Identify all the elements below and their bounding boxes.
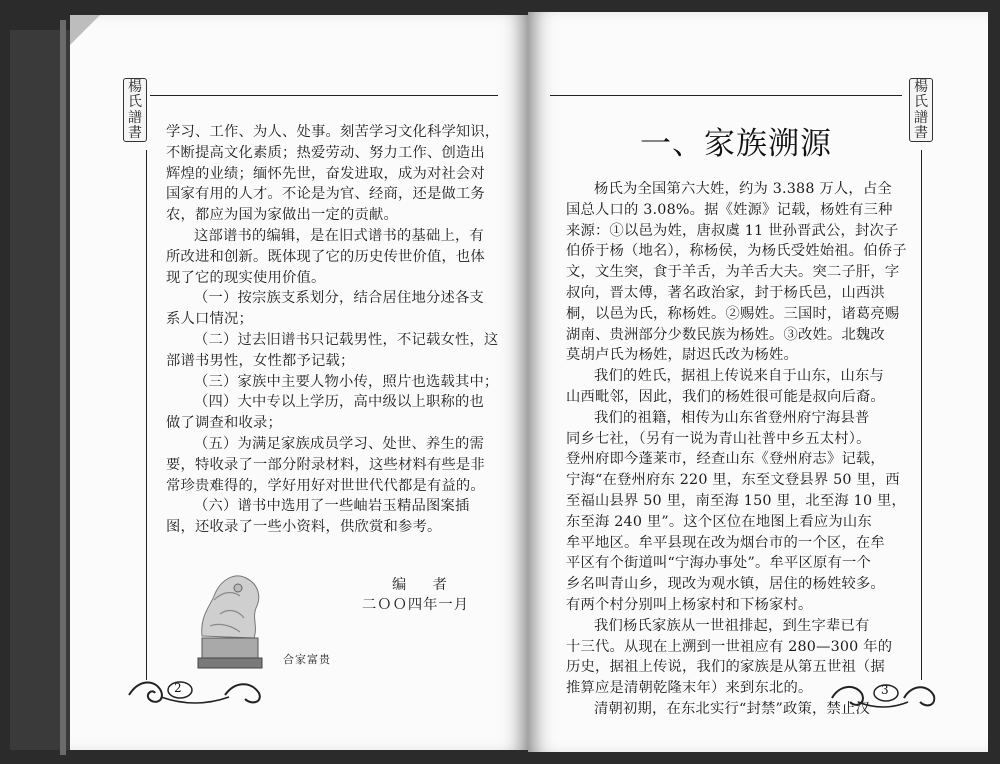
text-line: 东至海 240 里”。这个区位在地图上看应为山东 bbox=[566, 513, 872, 530]
text-line: 平区有个街道叫“宁海办事处”。牟平区原有一个 bbox=[566, 555, 871, 572]
text-line: 辉煌的业绩；缅怀先世，奋发进取，成为对社会对 bbox=[166, 165, 485, 182]
text-line: 登州府即今蓬莱市，经查山东《登州府志》记载， bbox=[566, 451, 885, 468]
text-line: 国总人口的 3.08%。据《姓源》记载，杨姓有三种 bbox=[566, 201, 893, 218]
text-line: 至福山县界 50 里，南至海 150 里，北至海 10 里， bbox=[566, 492, 906, 509]
text-line: （六）谱书中选用了一些岫岩玉精品图案插 bbox=[194, 498, 470, 515]
text-line: 湖南、贵洲部分少数民族为杨姓。③改姓。北魏改 bbox=[566, 326, 885, 343]
right-header-rule bbox=[550, 95, 902, 96]
text-line: 来源：①以邑为姓，唐叔虞 11 世孙晋武公，封次子 bbox=[566, 222, 899, 239]
text-line: 农，都应为国为家做出一定的贡献。 bbox=[166, 207, 398, 224]
text-line: 同乡七社，（另有一说为青山社普中乡五太村）。 bbox=[566, 430, 871, 447]
text-line: 山西毗邻，因此，我们的杨姓很可能是叔向后裔。 bbox=[566, 388, 885, 405]
text-line: 系人口情况； bbox=[166, 311, 253, 328]
text-line: 图，还收录了一些小资料，供欣赏和参考。 bbox=[166, 519, 442, 536]
seal-char: 譜 bbox=[914, 109, 928, 126]
image-caption: 合家富贵 bbox=[283, 653, 331, 666]
section-title: 一、家族溯源 bbox=[640, 126, 832, 162]
seal-char: 楊 bbox=[914, 78, 928, 95]
text-line: 做了调查和收录； bbox=[166, 415, 282, 432]
text-line: 清朝初期，在东北实行“封禁”政策，禁止汉 bbox=[594, 700, 870, 717]
left-page-body bbox=[166, 122, 501, 538]
text-line: （五）为满足家族成员学习、处世、养生的需 bbox=[194, 435, 484, 452]
text-line: 历史，据祖上传说，我们的家族是从第五世祖（据 bbox=[566, 659, 885, 676]
text-line: 牟平地区。牟平县现在改为烟台市的一个区，在牟 bbox=[566, 534, 885, 551]
text-line: 国家有用的人才。不论是为官、经商，还是做工务 bbox=[166, 186, 485, 203]
left-header-seal bbox=[123, 78, 147, 142]
left-footer-ornament bbox=[125, 675, 265, 709]
book-spine-edge bbox=[60, 20, 66, 755]
left-page-number: 2 bbox=[174, 681, 182, 695]
seal-char: 譜 bbox=[128, 109, 142, 126]
text-line: 所改进和创新。既体现了它的历史传世价值，也体 bbox=[166, 248, 485, 265]
text-line: 乡名叫青山乡，现改为观水镇，居住的杨姓较多。 bbox=[566, 576, 885, 593]
text-line: 伯侨于杨（地名），称杨侯，为杨氏受姓始祖。伯侨子 bbox=[566, 243, 907, 260]
text-line: （一）按宗族支系划分，结合居住地分述各支 bbox=[194, 290, 484, 307]
text-line: 这部谱书的编辑，是在旧式谱书的基础上，有 bbox=[194, 227, 484, 244]
text-line: 我们的祖籍，相传为山东省登州府宁海县普 bbox=[594, 409, 870, 426]
text-line: 桐，以邑为氏，称杨姓。②赐姓。三国时，诸葛亮赐 bbox=[566, 305, 900, 322]
right-header-seal bbox=[909, 78, 933, 142]
text-line: 现了它的现实使用价值。 bbox=[166, 269, 326, 286]
text-line: 宁海“在登州府东 220 里，东至文登县界 50 里，西 bbox=[566, 472, 900, 489]
right-page-body bbox=[566, 179, 916, 720]
text-line: 常珍贵难得的，学好用好对世世代代都是有益的。 bbox=[166, 477, 485, 494]
right-margin-rule bbox=[921, 150, 922, 680]
seal-char: 氏 bbox=[128, 94, 142, 111]
text-line: 有两个村分别叫上杨家村和下杨家村。 bbox=[566, 596, 813, 613]
text-line: 我们杨氏家族从一世祖排起，到生字辈已有 bbox=[594, 617, 870, 634]
jade-carving-image bbox=[192, 566, 270, 670]
seal-char: 氏 bbox=[914, 94, 928, 111]
text-line: 我们的姓氏，据祖上传说来自于山东，山东与 bbox=[594, 368, 884, 385]
left-margin-rule bbox=[146, 150, 147, 680]
text-line: 文，文生突，食于羊舌，为羊舌大夫。突二子肝，字 bbox=[566, 264, 900, 281]
signature-author: 编 者 bbox=[392, 577, 453, 593]
seal-char: 書 bbox=[128, 125, 142, 142]
seal-char: 書 bbox=[914, 125, 928, 142]
corner-tab bbox=[70, 15, 100, 45]
right-page-number: 3 bbox=[881, 683, 889, 697]
text-line: 要，特收录了一部分附录材料，这些材料有些是非 bbox=[166, 456, 485, 473]
text-line: 十三代。从现在上溯到一世祖应有 280—300 年的 bbox=[566, 638, 893, 655]
text-line: 学习、工作、为人、处事。刻苦学习文化科学知识， bbox=[166, 124, 500, 140]
left-header-rule bbox=[150, 95, 498, 96]
text-line: 叔向，晋太傅，著名政治家，封于杨氏邑，山西洪 bbox=[566, 284, 885, 301]
text-line: 推算应是清朝乾隆末年）来到东北的。 bbox=[566, 680, 813, 697]
signature-date: 二ＯＯ四年一月 bbox=[362, 597, 470, 613]
text-line: 杨氏为全国第六大姓，约为 3.388 万人，占全 bbox=[594, 181, 892, 197]
text-line: 不断提高文化素质；热爱劳动、努力工作、创造出 bbox=[166, 144, 485, 161]
seal-char: 楊 bbox=[128, 78, 142, 95]
text-line: （三）家族中主要人物小传，照片也选载其中； bbox=[194, 373, 499, 390]
text-line: 莫胡卢氏为杨姓，尉迟氏改为杨姓。 bbox=[566, 347, 798, 364]
text-line: 部谱书男性，女性都予记载； bbox=[166, 352, 355, 369]
text-line: （四）大中专以上学历，高中级以上职称的也 bbox=[194, 394, 484, 411]
text-line: （二）过去旧谱书只记载男性，不记载女性，这 bbox=[194, 331, 499, 348]
